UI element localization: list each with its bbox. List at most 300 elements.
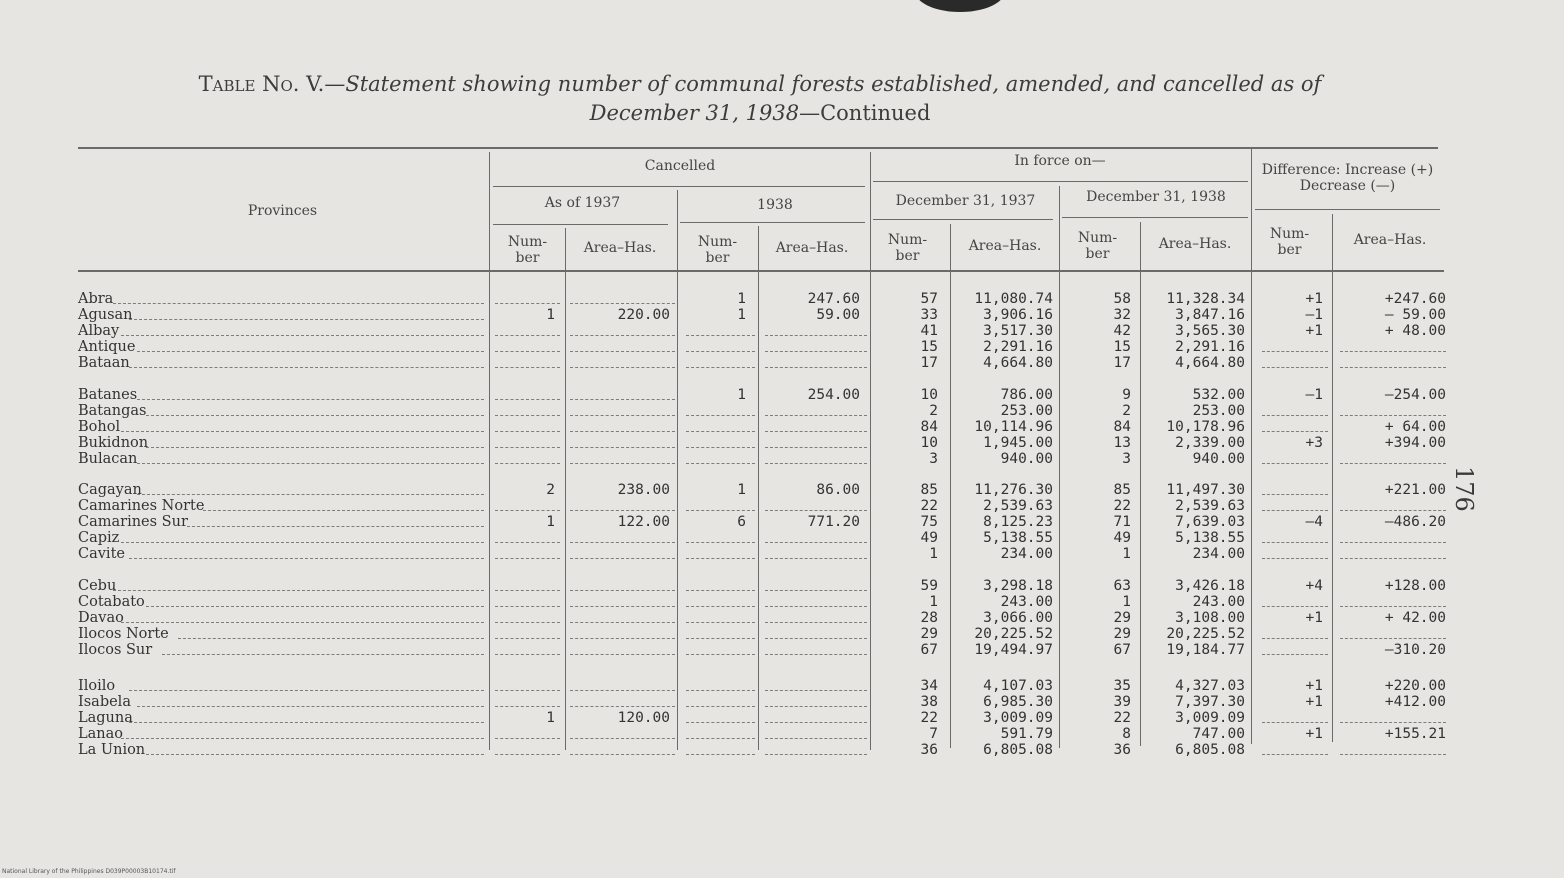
empty-cell-dash: [765, 415, 867, 416]
cell-f38a: 3,108.00: [1175, 610, 1245, 626]
cell-dn: —1: [1305, 307, 1323, 323]
cell-f37a: 8,125.23: [983, 514, 1053, 530]
cell-da: —310.20: [1384, 642, 1446, 658]
cell-f37n: 29: [920, 626, 938, 642]
empty-cell-dash: [1340, 367, 1446, 368]
cell-f37a: 11,080.74: [974, 291, 1053, 307]
empty-cell-dash: [495, 622, 560, 623]
cell-f38n: 85: [1113, 482, 1131, 498]
cell-c37a: 220.00: [617, 307, 670, 323]
cell-f37n: 59: [920, 578, 938, 594]
inforce-rule: [873, 181, 1248, 182]
empty-cell-dash: [1340, 638, 1446, 639]
empty-cell-dash: [1262, 722, 1328, 723]
empty-cell-dash: [765, 367, 867, 368]
cell-f38n: 29: [1113, 626, 1131, 642]
cell-f38a: 2,291.16: [1175, 339, 1245, 355]
province-name: Agusan: [78, 307, 133, 323]
empty-cell-dash: [1262, 654, 1328, 655]
subhead-rule-4: [1062, 217, 1248, 218]
cell-f37a: 20,225.52: [974, 626, 1053, 642]
cell-f37a: 6,805.08: [983, 742, 1053, 758]
cell-f38a: 3,565.30: [1175, 323, 1245, 339]
empty-cell-dash: [570, 542, 675, 543]
cell-dn: +4: [1305, 578, 1323, 594]
cell-f37n: 38: [920, 694, 938, 710]
empty-cell-dash: [1262, 638, 1328, 639]
cell-da: +220.00: [1384, 678, 1446, 694]
empty-cell-dash: [686, 463, 755, 464]
cell-f38n: 42: [1113, 323, 1131, 339]
empty-cell-dash: [765, 706, 867, 707]
empty-cell-dash: [1262, 510, 1328, 511]
province-name: Ilocos Sur: [78, 642, 153, 658]
empty-cell-dash: [495, 367, 560, 368]
province-name: Davao: [78, 610, 124, 626]
cell-f37a: 5,138.55: [983, 530, 1053, 546]
cell-f37n: 22: [920, 498, 938, 514]
province-name: Abra: [78, 291, 114, 307]
empty-cell-dash: [1340, 415, 1446, 416]
cell-c37n: 2: [546, 482, 555, 498]
provinces-header: Provinces: [247, 203, 318, 219]
top-rule: [78, 147, 1438, 149]
leader-dots: [146, 606, 484, 607]
area-header: Area–Has.: [1158, 236, 1232, 252]
province-name: Camarines Sur: [78, 514, 188, 530]
cell-f38n: 84: [1113, 419, 1131, 435]
cell-da: + 64.00: [1384, 419, 1446, 435]
empty-cell-dash: [1262, 606, 1328, 607]
dec-1938-header: December 31, 1938: [1086, 189, 1226, 205]
cell-c38a: 771.20: [807, 514, 860, 530]
leader-dots: [146, 754, 484, 755]
cell-f37a: 3,906.16: [983, 307, 1053, 323]
cell-c38a: 59.00: [816, 307, 860, 323]
empty-cell-dash: [1262, 754, 1328, 755]
empty-cell-dash: [1340, 463, 1446, 464]
cell-dn: +1: [1305, 323, 1323, 339]
empty-cell-dash: [1262, 415, 1328, 416]
cell-f37a: 10,114.96: [974, 419, 1053, 435]
cell-c37a: 120.00: [617, 710, 670, 726]
col-line: [1140, 222, 1141, 746]
col-line: [1332, 214, 1333, 742]
empty-cell-dash: [495, 351, 560, 352]
subhead-rule-1: [493, 224, 668, 225]
empty-cell-dash: [686, 754, 755, 755]
province-name: Cagayan: [78, 482, 142, 498]
number-header: Num-ber: [1269, 226, 1310, 258]
cell-f38a: 6,805.08: [1175, 742, 1245, 758]
empty-cell-dash: [495, 558, 560, 559]
cell-f37a: 3,066.00: [983, 610, 1053, 626]
empty-cell-dash: [1262, 558, 1328, 559]
leader-dots: [178, 638, 484, 639]
empty-cell-dash: [570, 738, 675, 739]
cell-f37n: 1: [929, 594, 938, 610]
empty-cell-dash: [1340, 606, 1446, 607]
col-line: [758, 226, 759, 750]
empty-cell-dash: [765, 510, 867, 511]
subhead-rule-2: [680, 222, 865, 223]
empty-cell-dash: [495, 690, 560, 691]
leader-dots: [129, 319, 484, 320]
cell-f37a: 786.00: [1000, 387, 1053, 403]
empty-cell-dash: [495, 447, 560, 448]
title-suffix: —Continued: [799, 101, 931, 125]
cell-c38n: 1: [737, 482, 746, 498]
cell-da: +247.60: [1384, 291, 1446, 307]
cell-f38n: 63: [1113, 578, 1131, 594]
empty-cell-dash: [765, 638, 867, 639]
cell-f37a: 4,664.80: [983, 355, 1053, 371]
empty-cell-dash: [495, 303, 560, 304]
empty-cell-dash: [1340, 754, 1446, 755]
cell-f38a: 20,225.52: [1166, 626, 1245, 642]
province-name: Cebu: [78, 578, 117, 594]
cell-f37a: 234.00: [1000, 546, 1053, 562]
empty-cell-dash: [570, 303, 675, 304]
cell-f38n: 22: [1113, 498, 1131, 514]
cell-f38a: 11,497.30: [1166, 482, 1245, 498]
province-name: Bulacan: [78, 451, 138, 467]
cell-f38a: 2,339.00: [1175, 435, 1245, 451]
empty-cell-dash: [765, 722, 867, 723]
cell-c37a: 238.00: [617, 482, 670, 498]
cell-f38n: 1: [1122, 546, 1131, 562]
province-name: Batangas: [78, 403, 147, 419]
number-header: Num-ber: [697, 234, 738, 266]
cell-f37a: 11,276.30: [974, 482, 1053, 498]
cell-f38n: 22: [1113, 710, 1131, 726]
cell-f38a: 234.00: [1192, 546, 1245, 562]
number-header: Num-ber: [1077, 230, 1118, 262]
cell-f37a: 4,107.03: [983, 678, 1053, 694]
page-number: 176: [1450, 466, 1478, 512]
cell-f37n: 17: [920, 355, 938, 371]
title-italic: —Statement showing number of communal forests established, amended, and cancelled as of: [324, 72, 1322, 96]
cell-c38a: 254.00: [807, 387, 860, 403]
empty-cell-dash: [686, 590, 755, 591]
cell-f37n: 33: [920, 307, 938, 323]
leader-dots: [121, 542, 484, 543]
leader-dots: [129, 722, 484, 723]
cell-dn: +1: [1305, 610, 1323, 626]
empty-cell-dash: [765, 590, 867, 591]
header-bottom-rule: [78, 270, 1444, 272]
cell-f38n: 1: [1122, 594, 1131, 610]
province-name: Laguna: [78, 710, 133, 726]
leader-dots: [129, 690, 484, 691]
empty-cell-dash: [570, 622, 675, 623]
cell-f38a: 243.00: [1192, 594, 1245, 610]
cell-f37a: 591.79: [1000, 726, 1053, 742]
cell-c37a: 122.00: [617, 514, 670, 530]
cell-f37n: 75: [920, 514, 938, 530]
cell-f37n: 49: [920, 530, 938, 546]
province-name: Isabela: [78, 694, 131, 710]
cell-c38a: 86.00: [816, 482, 860, 498]
cell-c38n: 1: [737, 387, 746, 403]
province-name: Antique: [78, 339, 136, 355]
leader-dots: [121, 335, 484, 336]
leader-dots: [113, 590, 484, 591]
cell-f37a: 243.00: [1000, 594, 1053, 610]
area-header: Area–Has.: [583, 240, 657, 256]
cell-f38a: 940.00: [1192, 451, 1245, 467]
cell-da: +394.00: [1384, 435, 1446, 451]
col-line: [677, 190, 678, 750]
empty-cell-dash: [686, 510, 755, 511]
empty-cell-dash: [1340, 351, 1446, 352]
cell-f37a: 3,517.30: [983, 323, 1053, 339]
province-name: Bataan: [78, 355, 130, 371]
province-name: Capiz: [78, 530, 120, 546]
cell-f38n: 58: [1113, 291, 1131, 307]
cell-c37n: 1: [546, 514, 555, 530]
cell-f37n: 7: [929, 726, 938, 742]
cell-da: + 42.00: [1384, 610, 1446, 626]
empty-cell-dash: [1262, 367, 1328, 368]
empty-cell-dash: [686, 558, 755, 559]
cell-f37n: 57: [920, 291, 938, 307]
empty-cell-dash: [570, 367, 675, 368]
cell-f37n: 85: [920, 482, 938, 498]
dec-1937-header: December 31, 1937: [895, 193, 1036, 209]
cell-da: +221.00: [1384, 482, 1446, 498]
leader-dots: [121, 431, 484, 432]
cell-f38a: 3,847.16: [1175, 307, 1245, 323]
empty-cell-dash: [765, 738, 867, 739]
col-line: [1059, 186, 1060, 748]
cell-f38a: 19,184.77: [1166, 642, 1245, 658]
empty-cell-dash: [686, 622, 755, 623]
as-of-1937-header: As of 1937: [544, 195, 621, 211]
cell-f37a: 1,945.00: [983, 435, 1053, 451]
cell-da: —254.00: [1384, 387, 1446, 403]
cell-c38n: 1: [737, 307, 746, 323]
empty-cell-dash: [570, 431, 675, 432]
cell-f37n: 10: [920, 435, 938, 451]
empty-cell-dash: [686, 706, 755, 707]
leader-dots: [162, 654, 484, 655]
empty-cell-dash: [495, 415, 560, 416]
province-name: Cotabato: [78, 594, 145, 610]
empty-cell-dash: [495, 431, 560, 432]
empty-cell-dash: [570, 447, 675, 448]
cell-f37n: 2: [929, 403, 938, 419]
empty-cell-dash: [765, 463, 867, 464]
cell-f38a: 7,639.03: [1175, 514, 1245, 530]
cell-f38n: 29: [1113, 610, 1131, 626]
cell-dn: —4: [1305, 514, 1323, 530]
empty-cell-dash: [570, 510, 675, 511]
cell-f37n: 36: [920, 742, 938, 758]
number-header: Num-ber: [507, 234, 548, 266]
empty-cell-dash: [495, 590, 560, 591]
col-line: [950, 224, 951, 748]
empty-cell-dash: [1340, 558, 1446, 559]
empty-cell-dash: [686, 690, 755, 691]
empty-cell-dash: [1262, 431, 1328, 432]
cell-f37a: 940.00: [1000, 451, 1053, 467]
empty-cell-dash: [1340, 722, 1446, 723]
cell-c37n: 1: [546, 710, 555, 726]
empty-cell-dash: [495, 542, 560, 543]
empty-cell-dash: [1262, 494, 1328, 495]
in-force-header: In force on—: [1014, 153, 1106, 169]
empty-cell-dash: [686, 722, 755, 723]
col-line: [489, 152, 490, 750]
area-header: Area–Has.: [968, 238, 1042, 254]
cell-c37n: 1: [546, 307, 555, 323]
empty-cell-dash: [495, 606, 560, 607]
cell-f37a: 3,009.09: [983, 710, 1053, 726]
empty-cell-dash: [570, 606, 675, 607]
cell-f37n: 10: [920, 387, 938, 403]
province-name: Ilocos Norte: [78, 626, 169, 642]
cell-f38a: 253.00: [1192, 403, 1245, 419]
cell-c38n: 6: [737, 514, 746, 530]
cell-f38n: 49: [1113, 530, 1131, 546]
empty-cell-dash: [570, 415, 675, 416]
leader-dots: [121, 738, 484, 739]
province-name: Iloilo: [78, 678, 116, 694]
cell-f37a: 6,985.30: [983, 694, 1053, 710]
province-name: Bohol: [78, 419, 121, 435]
cell-da: +412.00: [1384, 694, 1446, 710]
cell-f38n: 32: [1113, 307, 1131, 323]
leader-dots: [113, 303, 484, 304]
empty-cell-dash: [570, 754, 675, 755]
empty-cell-dash: [495, 463, 560, 464]
cell-f38a: 4,664.80: [1175, 355, 1245, 371]
cell-c38n: 1: [737, 291, 746, 307]
number-header: Num-ber: [887, 232, 928, 264]
cell-f38n: 71: [1113, 514, 1131, 530]
leader-dots: [137, 494, 484, 495]
cell-f38n: 8: [1122, 726, 1131, 742]
cell-f37n: 22: [920, 710, 938, 726]
empty-cell-dash: [570, 654, 675, 655]
cell-f38a: 3,426.18: [1175, 578, 1245, 594]
empty-cell-dash: [1262, 463, 1328, 464]
leader-dots: [121, 622, 484, 623]
empty-cell-dash: [495, 754, 560, 755]
cell-f37n: 67: [920, 642, 938, 658]
empty-cell-dash: [765, 606, 867, 607]
cell-c38a: 247.60: [807, 291, 860, 307]
1938-header: 1938: [757, 197, 793, 213]
cell-f38n: 3: [1122, 451, 1131, 467]
title-line2: December 31, 1938: [589, 101, 800, 125]
cell-da: + 48.00: [1384, 323, 1446, 339]
empty-cell-dash: [686, 431, 755, 432]
col-line: [870, 152, 871, 750]
cell-f38a: 747.00: [1192, 726, 1245, 742]
cell-dn: +3: [1305, 435, 1323, 451]
empty-cell-dash: [686, 415, 755, 416]
empty-cell-dash: [765, 447, 867, 448]
cell-f37a: 2,291.16: [983, 339, 1053, 355]
cell-f37a: 19,494.97: [974, 642, 1053, 658]
cell-f38n: 2: [1122, 403, 1131, 419]
empty-cell-dash: [570, 706, 675, 707]
empty-cell-dash: [570, 399, 675, 400]
cell-f37n: 41: [920, 323, 938, 339]
cell-f38n: 36: [1113, 742, 1131, 758]
cell-f37a: 2,539.63: [983, 498, 1053, 514]
leader-dots: [137, 399, 484, 400]
cell-f38a: 5,138.55: [1175, 530, 1245, 546]
empty-cell-dash: [1262, 351, 1328, 352]
empty-cell-dash: [495, 706, 560, 707]
empty-cell-dash: [570, 590, 675, 591]
cell-da: +155.21: [1384, 726, 1446, 742]
cell-f38n: 13: [1113, 435, 1131, 451]
cell-f38a: 2,539.63: [1175, 498, 1245, 514]
cell-f37a: 253.00: [1000, 403, 1053, 419]
leader-dots: [203, 510, 484, 511]
cell-f38n: 9: [1122, 387, 1131, 403]
cell-dn: +1: [1305, 694, 1323, 710]
difference-rule: [1255, 209, 1440, 210]
cell-dn: +1: [1305, 678, 1323, 694]
empty-cell-dash: [765, 654, 867, 655]
province-name: Bukidnon: [78, 435, 149, 451]
empty-cell-dash: [765, 351, 867, 352]
empty-cell-dash: [686, 447, 755, 448]
cell-f38a: 4,327.03: [1175, 678, 1245, 694]
leader-dots: [137, 463, 484, 464]
col-line: [1251, 148, 1252, 744]
ink-blot: [915, 0, 1005, 12]
cell-dn: —1: [1305, 387, 1323, 403]
empty-cell-dash: [495, 638, 560, 639]
cell-f38a: 3,009.09: [1175, 710, 1245, 726]
cell-dn: +1: [1305, 291, 1323, 307]
leader-dots: [129, 367, 484, 368]
empty-cell-dash: [686, 367, 755, 368]
leader-dots: [146, 415, 484, 416]
empty-cell-dash: [765, 431, 867, 432]
empty-cell-dash: [570, 335, 675, 336]
province-name: Cavite: [78, 546, 125, 562]
difference-header: Difference: Increase (+) Decrease (—): [1261, 162, 1434, 194]
cell-f37n: 3: [929, 451, 938, 467]
cell-f37n: 34: [920, 678, 938, 694]
empty-cell-dash: [495, 738, 560, 739]
empty-cell-dash: [570, 463, 675, 464]
province-name: Lanao: [78, 726, 123, 742]
empty-cell-dash: [765, 690, 867, 691]
cell-f38a: 7,397.30: [1175, 694, 1245, 710]
cancelled-header: Cancelled: [644, 158, 716, 174]
cell-f37a: 3,298.18: [983, 578, 1053, 594]
empty-cell-dash: [765, 754, 867, 755]
cell-f38a: 10,178.96: [1166, 419, 1245, 435]
empty-cell-dash: [1340, 542, 1446, 543]
subhead-rule-3: [873, 219, 1053, 220]
cell-f37n: 15: [920, 339, 938, 355]
empty-cell-dash: [765, 335, 867, 336]
empty-cell-dash: [570, 351, 675, 352]
empty-cell-dash: [686, 738, 755, 739]
leader-dots: [187, 526, 484, 527]
cell-da: +128.00: [1384, 578, 1446, 594]
leader-dots: [129, 558, 484, 559]
